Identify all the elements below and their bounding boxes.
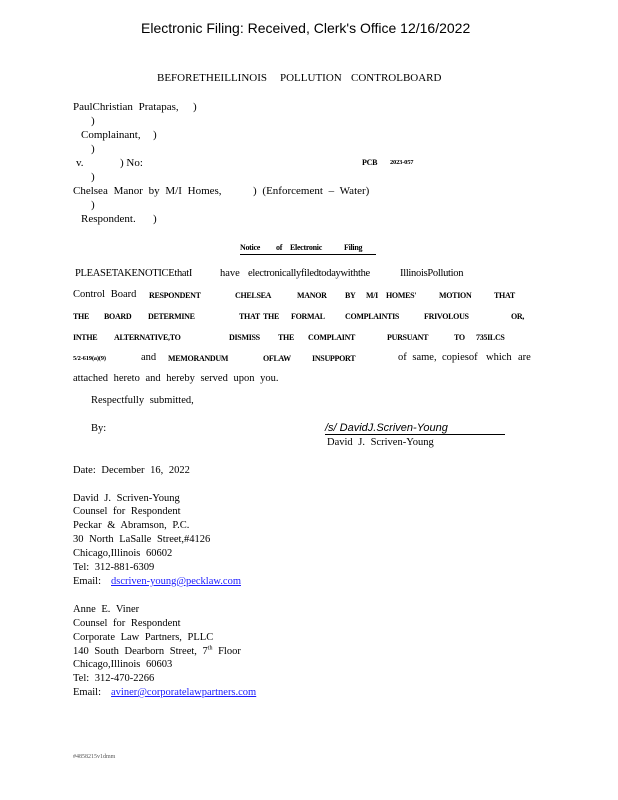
notice-word: are <box>518 352 531 363</box>
by-label: By: <box>91 423 107 434</box>
respondent-name: Chelsea Manor by M/I Homes, <box>73 185 222 197</box>
case-number: 2023-057 <box>390 159 414 166</box>
notice-word: INTHE <box>73 333 98 342</box>
counsel-street: 30 North LaSalle Street,#4126 <box>73 534 211 545</box>
email-link[interactable]: dscriven-young@pecklaw.com <box>111 576 241 587</box>
notice-word: ALTERNATIVE,TO <box>114 333 181 342</box>
notice-word: COMPLAINTIS <box>345 312 400 321</box>
notice-word: have <box>220 268 240 279</box>
notice-word: TO <box>454 333 465 342</box>
counsel-role: Counsel for Respondent <box>73 506 181 517</box>
case-no-label: ) No: <box>120 157 143 169</box>
notice-title-word: Filing <box>344 243 363 252</box>
notice-word: CHELSEA <box>235 291 272 300</box>
email-link[interactable]: aviner@corporatelawpartners.com <box>111 687 257 698</box>
notice-word: PURSUANT <box>387 333 429 342</box>
notice-word: HOMES' <box>386 291 417 300</box>
complainant-name: PaulChristian Pratapas, <box>73 101 179 113</box>
signer-name: David J. Scriven-Young <box>327 437 434 448</box>
caption-paren: ) <box>153 213 157 225</box>
notice-word: 735ILCS <box>476 333 505 342</box>
notice-title-word: Electronic <box>290 243 322 252</box>
board-title-part: BEFORETHEILLINOIS <box>157 72 267 84</box>
caption-paren: ) <box>153 129 157 141</box>
caption-paren: ) <box>91 115 95 127</box>
notice-word: electronicallyfiledtodaywiththe <box>248 268 370 279</box>
notice-word: PLEASETAKENOTICEthatI <box>75 268 193 279</box>
notice-word: BY <box>345 291 356 300</box>
notice-word: RESPONDENT <box>149 291 201 300</box>
notice-word: MANOR <box>297 291 327 300</box>
complainant-role: Complainant, <box>81 129 141 141</box>
caption-paren: ) <box>91 199 95 211</box>
respondent-role: Respondent. <box>81 213 136 225</box>
counsel-firm: Corporate Law Partners, PLLC <box>73 632 214 643</box>
notice-title <box>240 243 376 255</box>
case-pcb: PCB <box>362 158 378 167</box>
notice-word: FRIVOLOUS <box>424 312 469 321</box>
counsel-tel: Tel: 312-881-6309 <box>73 562 155 573</box>
board-title-part: CONTROLBOARD <box>351 72 442 84</box>
notice-title-word: Notice <box>240 243 260 252</box>
notice-word: DISMISS <box>229 333 260 342</box>
street-suffix: Floor <box>218 646 241 657</box>
signature-line: /s/ DavidJ.Scriven-Young <box>325 422 505 435</box>
counsel-street <box>73 646 241 657</box>
counsel-firm: Peckar & Abramson, P.C. <box>73 520 190 531</box>
notice-word: Control Board <box>73 289 137 300</box>
notice-word: THAT <box>239 312 260 321</box>
counsel-tel: Tel: 312-470-2266 <box>73 673 155 684</box>
counsel-role: Counsel for Respondent <box>73 618 181 629</box>
street-prefix: 140 South Dearborn Street, 7 <box>73 646 208 657</box>
notice-word: MEMORANDUM <box>168 354 229 363</box>
notice-word: FORMAL <box>291 312 325 321</box>
closing-text: Respectfully submitted, <box>91 395 194 406</box>
notice-word: which <box>486 352 512 363</box>
street-sup: th <box>207 645 213 652</box>
notice-word: 5/2-619(a)(9) <box>73 355 106 362</box>
notice-word: MOTION <box>439 291 472 300</box>
notice-word: INSUPPORT <box>312 354 356 363</box>
notice-word: and <box>141 352 157 363</box>
counsel-name: David J. Scriven-Young <box>73 493 180 504</box>
versus: v. <box>76 157 84 169</box>
notice-word: copiesof <box>442 352 478 363</box>
notice-word: BOARD <box>104 312 132 321</box>
notice-word: DETERMINE <box>148 312 195 321</box>
counsel-name: Anne E. Viner <box>73 604 140 615</box>
notice-word: OR, <box>511 312 525 321</box>
notice-word: THE <box>278 333 294 342</box>
caption-paren: ) <box>91 171 95 183</box>
email-label: Email: <box>73 687 101 698</box>
notice-word: THAT <box>494 291 515 300</box>
board-title-part: POLLUTION <box>280 72 342 84</box>
notice-line-6: attached hereto and hereby served upon you. <box>73 373 279 384</box>
notice-word: M/I <box>366 291 378 300</box>
notice-word: THE <box>73 312 89 321</box>
caption-paren: ) <box>193 101 197 113</box>
caption-paren: ) <box>91 143 95 155</box>
notice-word: of same, <box>398 352 437 363</box>
notice-word: COMPLAINT <box>308 333 356 342</box>
footer-docid: #4858215v1dmm <box>73 754 116 760</box>
case-matter: ) (Enforcement – Water) <box>253 185 370 197</box>
counsel-city: Chicago,Illinois 60602 <box>73 548 173 559</box>
counsel-city: Chicago,Illinois 60603 <box>73 659 173 670</box>
email-label: Email: <box>73 576 101 587</box>
date-line: Date: December 16, 2022 <box>73 465 190 476</box>
notice-word: OFLAW <box>263 354 291 363</box>
filing-stamp: Electronic Filing: Received, Clerk's Office 12/16/2022 <box>141 20 471 36</box>
notice-word: THE <box>263 312 279 321</box>
notice-title-word: of <box>276 243 283 252</box>
notice-word: IllinoisPollution <box>400 268 464 279</box>
